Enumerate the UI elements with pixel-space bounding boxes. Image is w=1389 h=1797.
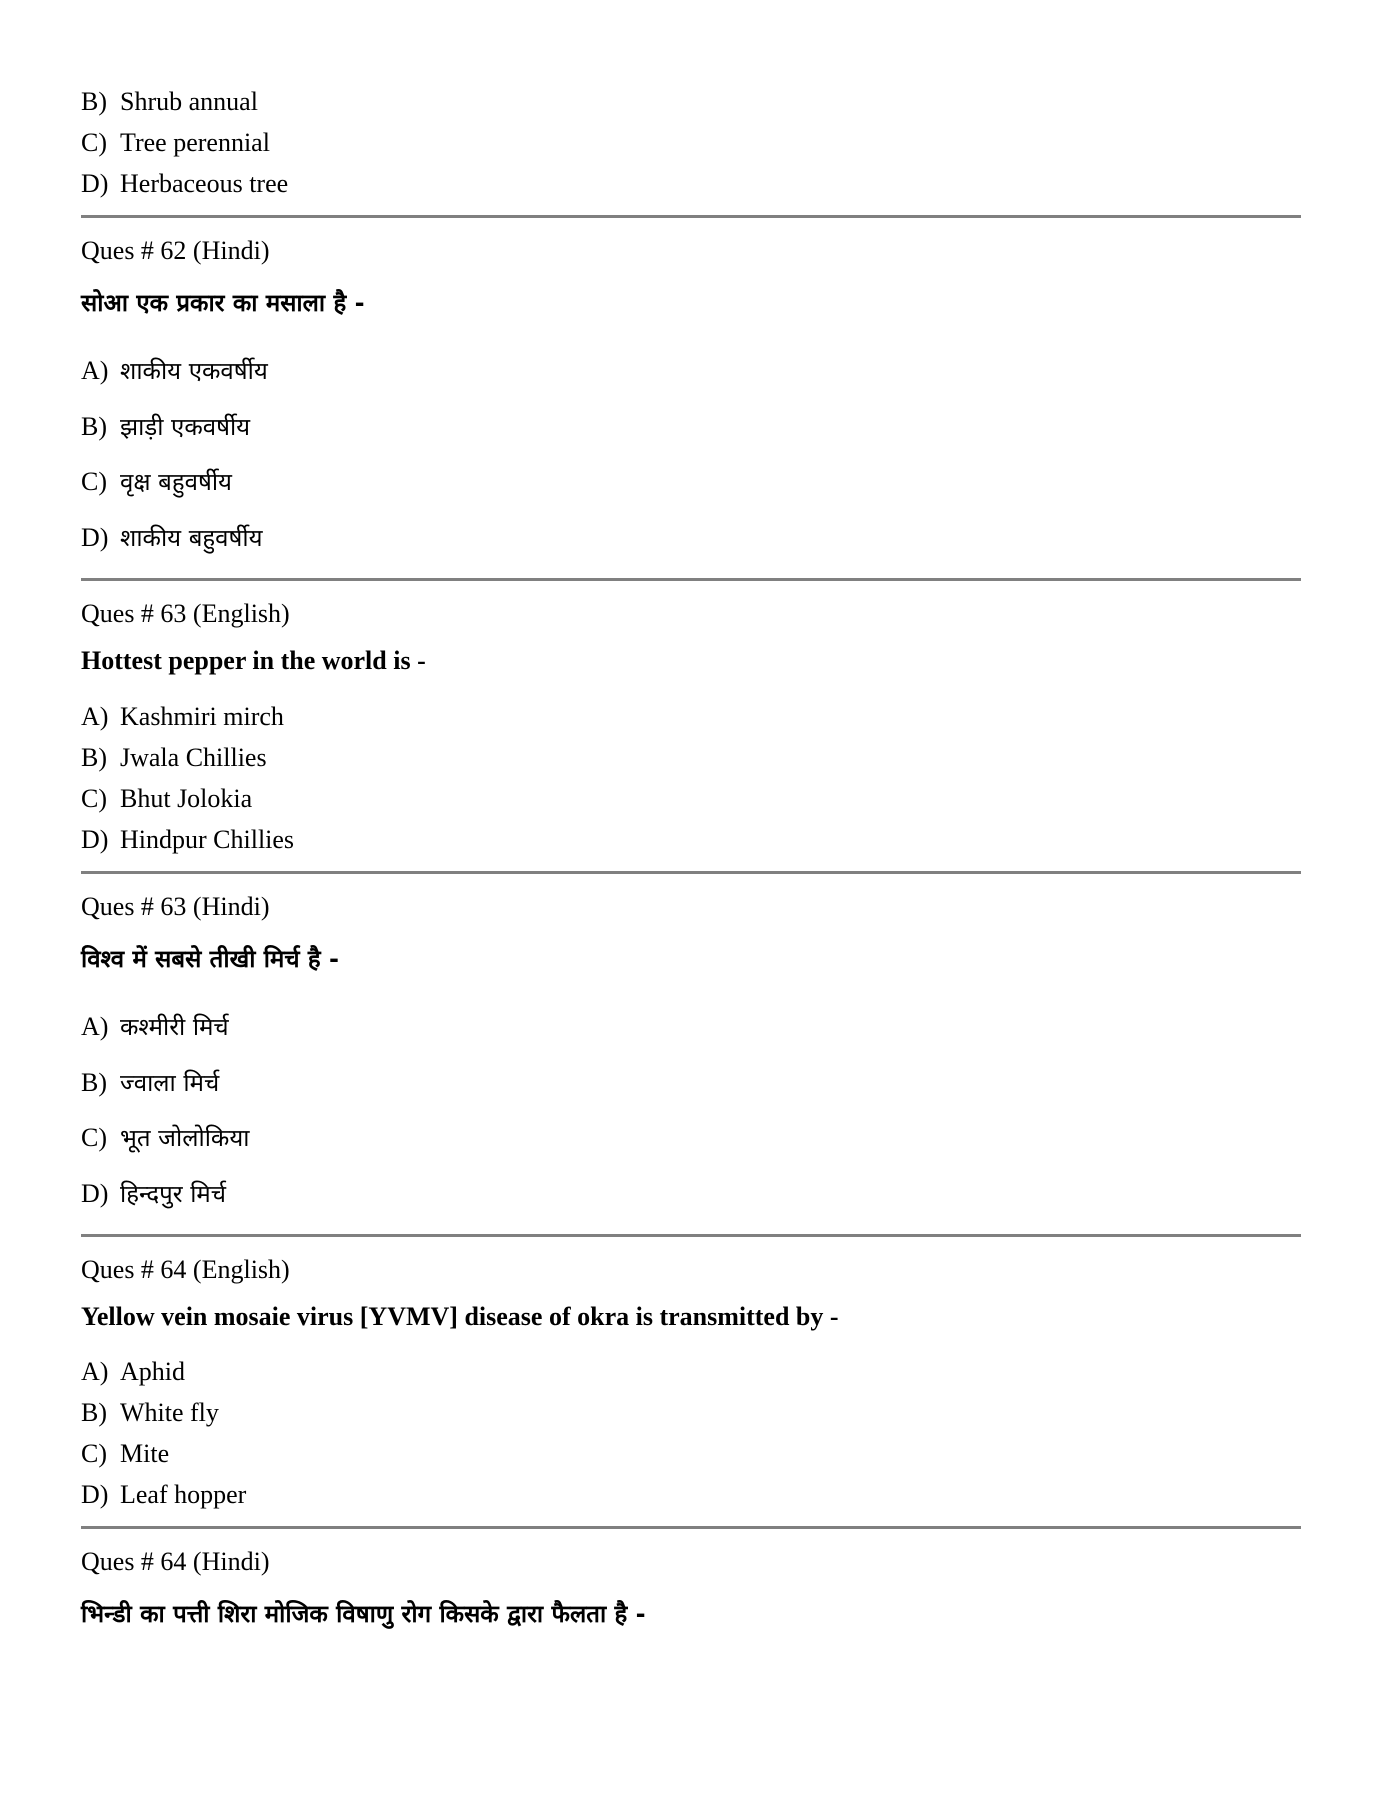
divider [81, 1234, 1301, 1237]
option-letter: B) [81, 1398, 107, 1427]
option-text: Jwala Chillies [120, 743, 267, 772]
option-letter: B) [81, 1068, 107, 1097]
question-heading: Ques # 63 (English) [81, 599, 290, 628]
option-c [81, 128, 270, 158]
question-heading: Ques # 64 (English) [81, 1255, 290, 1284]
option-text: Tree perennial [120, 128, 270, 157]
question-text: विश्व में सबसे तीखी मिर्च है - [81, 945, 339, 973]
option-text: Leaf hopper [120, 1480, 247, 1509]
option-text: झाड़ी एकवर्षीय [120, 413, 251, 441]
option-letter: C) [81, 1439, 107, 1468]
option-a [81, 1012, 229, 1042]
divider [81, 871, 1301, 874]
option-d [81, 523, 263, 553]
question-text: Hottest pepper in the world is - [81, 646, 426, 675]
option-letter: B) [81, 87, 107, 116]
option-b [81, 1398, 219, 1428]
option-letter: C) [81, 467, 107, 496]
option-letter: C) [81, 784, 107, 813]
option-text: वृक्ष बहुवर्षीय [120, 468, 232, 496]
option-text: Bhut Jolokia [120, 784, 253, 813]
option-text: शाकीय बहुवर्षीय [120, 524, 263, 552]
option-letter: C) [81, 1123, 107, 1152]
option-letter: D) [81, 169, 109, 198]
option-letter: D) [81, 1480, 109, 1509]
option-b [81, 743, 267, 773]
option-d [81, 825, 294, 855]
option-b [81, 1068, 219, 1098]
option-letter: A) [81, 1357, 109, 1386]
option-a [81, 356, 268, 386]
divider [81, 1526, 1301, 1529]
question-text: भिन्डी का पत्ती शिरा मोजिक विषाणु रोग किसके द्वारा फैलता है - [81, 1600, 646, 1628]
option-text: Shrub annual [120, 87, 258, 116]
option-a [81, 702, 284, 732]
question-text: Yellow vein mosaie virus [YVMV] disease of okra is transmitted by - [81, 1302, 839, 1331]
question-heading: Ques # 63 (Hindi) [81, 892, 270, 921]
question-heading: Ques # 64 (Hindi) [81, 1547, 270, 1576]
option-text: शाकीय एकवर्षीय [120, 357, 268, 385]
option-letter: D) [81, 1179, 109, 1208]
question-heading: Ques # 62 (Hindi) [81, 236, 270, 265]
option-letter: D) [81, 825, 109, 854]
option-text: Hindpur Chillies [120, 825, 295, 854]
option-letter: B) [81, 743, 107, 772]
option-text: Herbaceous tree [120, 169, 289, 198]
question-text: सोआ एक प्रकार का मसाला है - [81, 289, 365, 317]
option-text: ज्वाला मिर्च [120, 1069, 220, 1097]
option-b [81, 87, 258, 117]
option-d [81, 1179, 226, 1209]
option-letter: B) [81, 412, 107, 441]
option-letter: A) [81, 702, 109, 731]
option-a [81, 1357, 185, 1387]
option-c [81, 1123, 249, 1153]
option-letter: C) [81, 128, 107, 157]
option-c [81, 784, 252, 814]
option-text: White fly [120, 1398, 219, 1427]
option-text: Aphid [120, 1357, 185, 1386]
divider [81, 578, 1301, 581]
option-letter: A) [81, 1012, 109, 1041]
option-d [81, 1480, 246, 1510]
option-text: Mite [120, 1439, 170, 1468]
option-c [81, 467, 232, 497]
option-d [81, 169, 288, 199]
option-b [81, 412, 250, 442]
option-letter: D) [81, 523, 109, 552]
option-letter: A) [81, 356, 109, 385]
divider [81, 215, 1301, 218]
option-text: Kashmiri mirch [120, 702, 284, 731]
option-text: भूत जोलोकिया [120, 1124, 250, 1152]
option-c [81, 1439, 169, 1469]
option-text: कश्मीरी मिर्च [120, 1013, 229, 1041]
option-text: हिन्दपुर मिर्च [120, 1180, 227, 1208]
